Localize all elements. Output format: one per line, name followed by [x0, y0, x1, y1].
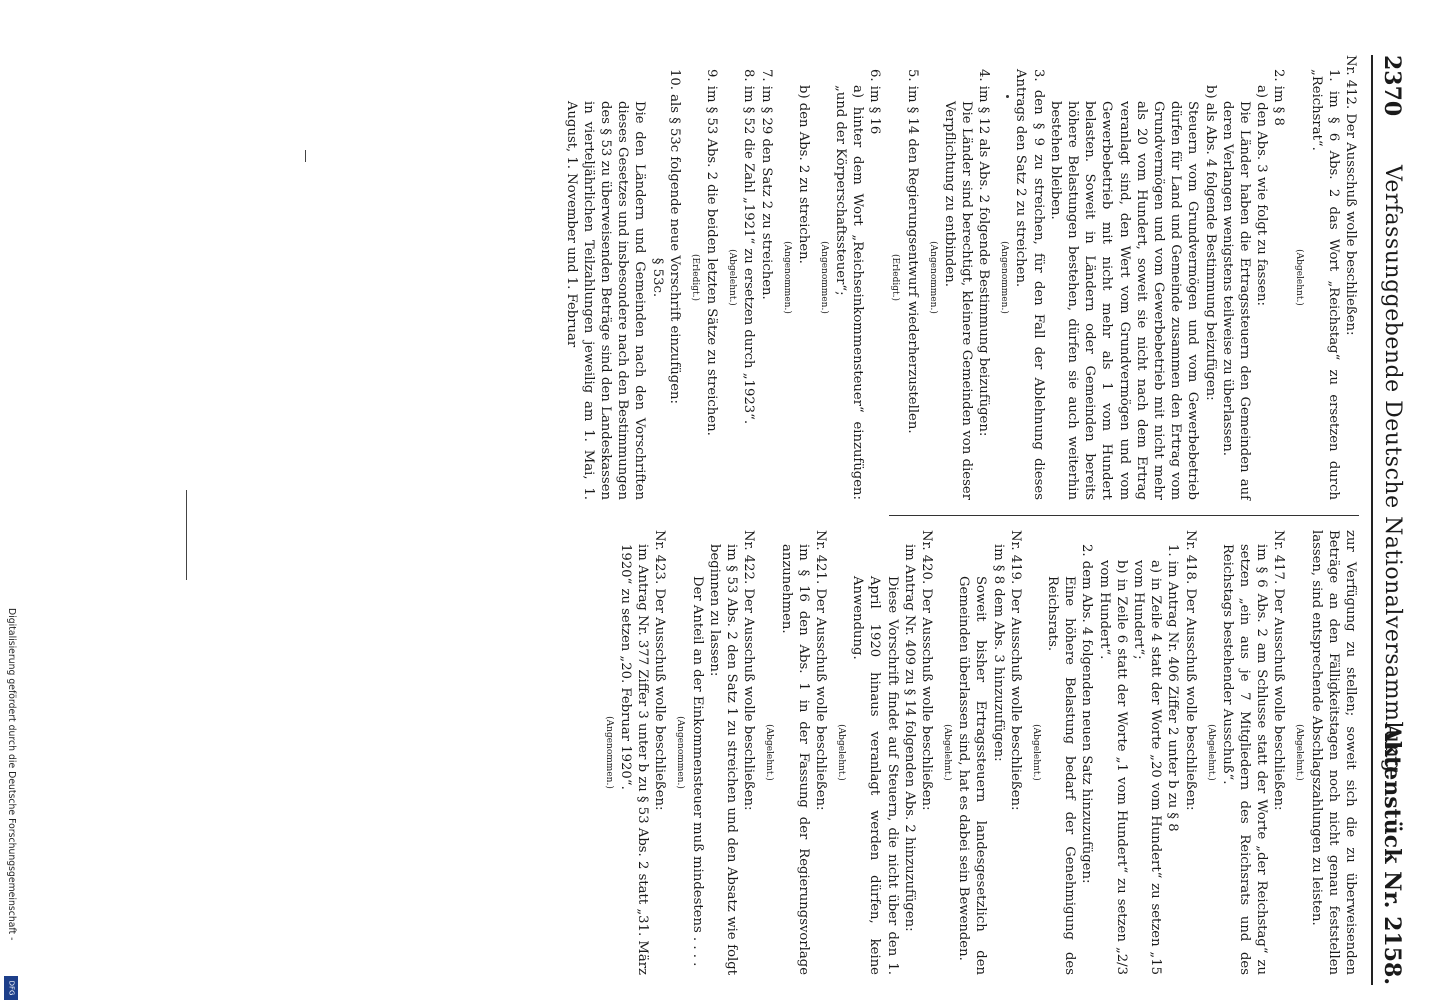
text-paragraph: Nr. 420. Der Ausschuß wolle beschließen:	[918, 530, 934, 811]
left-text-column	[562, 55, 1359, 500]
decision-note: (Erledigt.)	[890, 254, 901, 301]
text-paragraph: im § 16 den Abs. 1 in der Fassung der Regierungsvorlage anzunehmen.	[778, 544, 811, 975]
text-paragraph: im § 53 Abs. 2 den Satz 1 zu streichen und den Absatz wie folgt beginnen zu lassen:	[706, 544, 740, 975]
text-paragraph: b) den Abs. 2 zu streichen.	[795, 85, 811, 264]
decision-note: (Angenommen.)	[603, 716, 614, 789]
document-title: Verfassunggebende Deutsche Nationalversammlung.	[1380, 165, 1405, 781]
text-paragraph: Die Länder sind berechtigt, kleinere Gemeinden von dieser Verpflichtung zu entbinden.	[941, 101, 974, 500]
decision-note: (Abgelehnt.)	[1294, 249, 1305, 306]
text-paragraph: b) in Zeile 6 statt der Worte „1 vom Hundert“ zu setzen „2/3 vom Hundert“.	[1096, 560, 1129, 975]
text-paragraph: Der Anteil an der Einkommensteuer muß mindestens . . . .	[689, 576, 705, 967]
text-paragraph: Nr. 423. Der Ausschuß wolle beschließen:	[652, 530, 668, 811]
text-paragraph: Nr. 422. Der Ausschuß wolle beschließen:	[741, 530, 757, 811]
text-paragraph: 9. im § 53 Abs. 2 die beiden letzten Sätze zu streichen.	[704, 69, 720, 436]
decision-note: (Angenommen.)	[781, 241, 792, 314]
scan-mark-line	[186, 490, 187, 580]
text-paragraph: Nr. 417. Der Ausschuß wolle beschließen:	[1271, 530, 1287, 811]
column-divider	[889, 515, 1359, 516]
text-paragraph: 4. im § 12 als Abs. 2 folgende Bestimmung beizufügen:	[976, 69, 992, 437]
page-header	[1371, 55, 1407, 985]
text-paragraph: 7. im § 29 den Satz 2 zu streichen.	[758, 69, 774, 300]
text-paragraph: Steuern vom Grundvermögen und vom Gewerbebetrieb dürfen für Land und Gemeinde zusammen den Ertrag vom Grundvermögen und vom Gewerbebetrieb mit nicht mehr als 20 vom Hundert, soweit sie nicht nach dem Ertrag veranlagt sind, den Wert vom Grundvermögen und vom Gewerbebetrieb mit nicht mehr als 1 vom Hundert belasten. Soweit in Ländern oder Gemeinden bereits höhere Belastungen bestehen, dürfen sie auch weiterhin bestehen bleiben.	[1047, 101, 1201, 500]
text-paragraph: Nr. 418. Der Ausschuß wolle beschließen:	[1182, 530, 1198, 811]
decision-note: (Abgelehnt.)	[941, 724, 952, 781]
decision-note: (Abgelehnt.)	[727, 249, 738, 306]
text-paragraph: im Antrag Nr. 377 Ziffer 3 unter b zu § 53 Abs. 2 statt „31. März 1920“ zu setzen „20. Februar 1920“.	[618, 544, 651, 975]
decision-note: (Angenommen.)	[818, 241, 829, 314]
decision-note: (Angenommen.)	[927, 241, 938, 314]
text-paragraph: a) den Abs. 3 wie folgt zu fassen:	[1254, 85, 1270, 306]
text-paragraph: Die den Ländern und Gemeinden nach den Vorschriften dieses Gesetzes und insbesondere nach den Bestimmungen des § 53 zu überweisenden Beträge sind den Landeskassen in vierteljährlichen Teilzahlungen jeweilig am 1. Mai, 1. August, 1. November und 1. Februar	[563, 101, 648, 500]
text-paragraph: b) als Abs. 4 folgende Bestimmung beizufügen:	[1202, 85, 1218, 401]
text-paragraph: Nr. 421. Der Ausschuß wolle beschließen:	[812, 530, 828, 811]
dfg-logo: DFG	[4, 976, 18, 1000]
decision-note: (Angenommen.)	[675, 716, 686, 789]
digitization-credit: Digitalisierung gefördert durch die Deutsche Forschungsgemeinschaft - DFG	[4, 608, 18, 1000]
text-paragraph: Diese Vorschrift findet auf Steuern, die nicht über den 1. April 1920 hinaus veranlagt werden dürfen, keine Anwendung.	[850, 576, 900, 975]
text-paragraph: 5. im § 14 den Regierungsentwurf wiederherzustellen.	[904, 69, 920, 434]
decision-note: (Abgelehnt.)	[1294, 724, 1305, 781]
scan-speck	[1006, 95, 1009, 98]
text-paragraph: im § 6 Abs. 2 am Schlusse statt der Worte „der Reichstag“ zu setzen „ein aus je 7 Mitgliedern des Reichsrats und des Reichstags bestehender Ausschuß“.	[1219, 544, 1270, 975]
text-paragraph: 2. im § 8	[1271, 69, 1287, 126]
scan-mark-tick	[305, 150, 306, 162]
text-paragraph: Die Länder haben die Ertragssteuern den Gemeinden auf deren Verlangen wenigstens teilweise zu überlassen.	[1219, 101, 1252, 500]
decision-note: (Angenommen.)	[999, 241, 1010, 314]
text-paragraph: Nr. 419. Der Ausschuß wolle beschließen:	[1007, 530, 1023, 811]
text-paragraph: Eine höhere Belastung bedarf der Genehmigung des Reichsrats.	[1044, 576, 1078, 975]
text-paragraph: 2. dem Abs. 4 folgenden neuen Satz hinzuzufügen:	[1079, 544, 1095, 884]
decision-note: (Abgelehnt.)	[835, 724, 846, 781]
text-paragraph: Nr. 412. Der Ausschuß wolle beschließen:	[1343, 55, 1358, 336]
text-paragraph: 8. im § 52 die Zahl „1921“ zu ersetzen durch „1923“.	[741, 69, 757, 425]
document-reference: Aktenstück Nr. 2158.	[1379, 723, 1405, 985]
decision-note: (Abgelehnt.)	[1205, 724, 1216, 781]
text-paragraph: im Antrag Nr. 409 zu § 14 folgenden Abs. 2 hinzuzufügen:	[901, 544, 917, 932]
right-text-column	[597, 530, 1359, 975]
text-paragraph: im § 8 dem Abs. 3 hinzuzufügen:	[990, 544, 1006, 762]
text-paragraph: § 53c.	[649, 257, 665, 298]
text-paragraph: zur Verfügung zu stellen; soweit sich die zu überweisenden Beträge an den Fälligkeitstagen noch nicht genau feststellen lassen, sind entsprechende Abschlagszahlungen zu leisten.	[1308, 530, 1358, 975]
text-paragraph: 3. den § 9 zu streichen, für den Fall der Ablehnung dieses Antrags den Satz 2 zu streichen.	[1013, 69, 1046, 500]
text-paragraph: a) hinter dem Wort „Reichseinkommensteuer“ einzufügen: „und der Körperschaftssteuer“;	[832, 85, 866, 500]
text-paragraph: a) in Zeile 4 statt der Worte „20 vom Hundert“ zu setzen „15 vom Hundert“;	[1130, 560, 1164, 975]
text-paragraph: 1. im § 6 Abs. 2 das Wort „Reichstag“ zu ersetzen durch „Reichsrat“.	[1308, 69, 1341, 500]
text-paragraph: 1. im Antrag Nr. 406 Ziffer 2 unter b zu § 8	[1165, 544, 1181, 832]
text-paragraph: 6. im § 16	[867, 69, 883, 135]
decision-note: (Abgelehnt.)	[764, 724, 775, 781]
text-paragraph: Soweit bisher Ertragssteuern landesgesetzlich den Gemeinden überlassen sind, hat es dabei sein Bewenden.	[956, 576, 989, 975]
page-number: 2370	[1379, 55, 1405, 117]
text-paragraph: 10. als § 53c folgende neue Vorschrift einzufügen:	[666, 69, 682, 404]
decision-note: (Erledigt.)	[689, 254, 700, 301]
document-page	[347, 55, 1407, 985]
decision-note: (Abgelehnt.)	[1030, 724, 1041, 781]
